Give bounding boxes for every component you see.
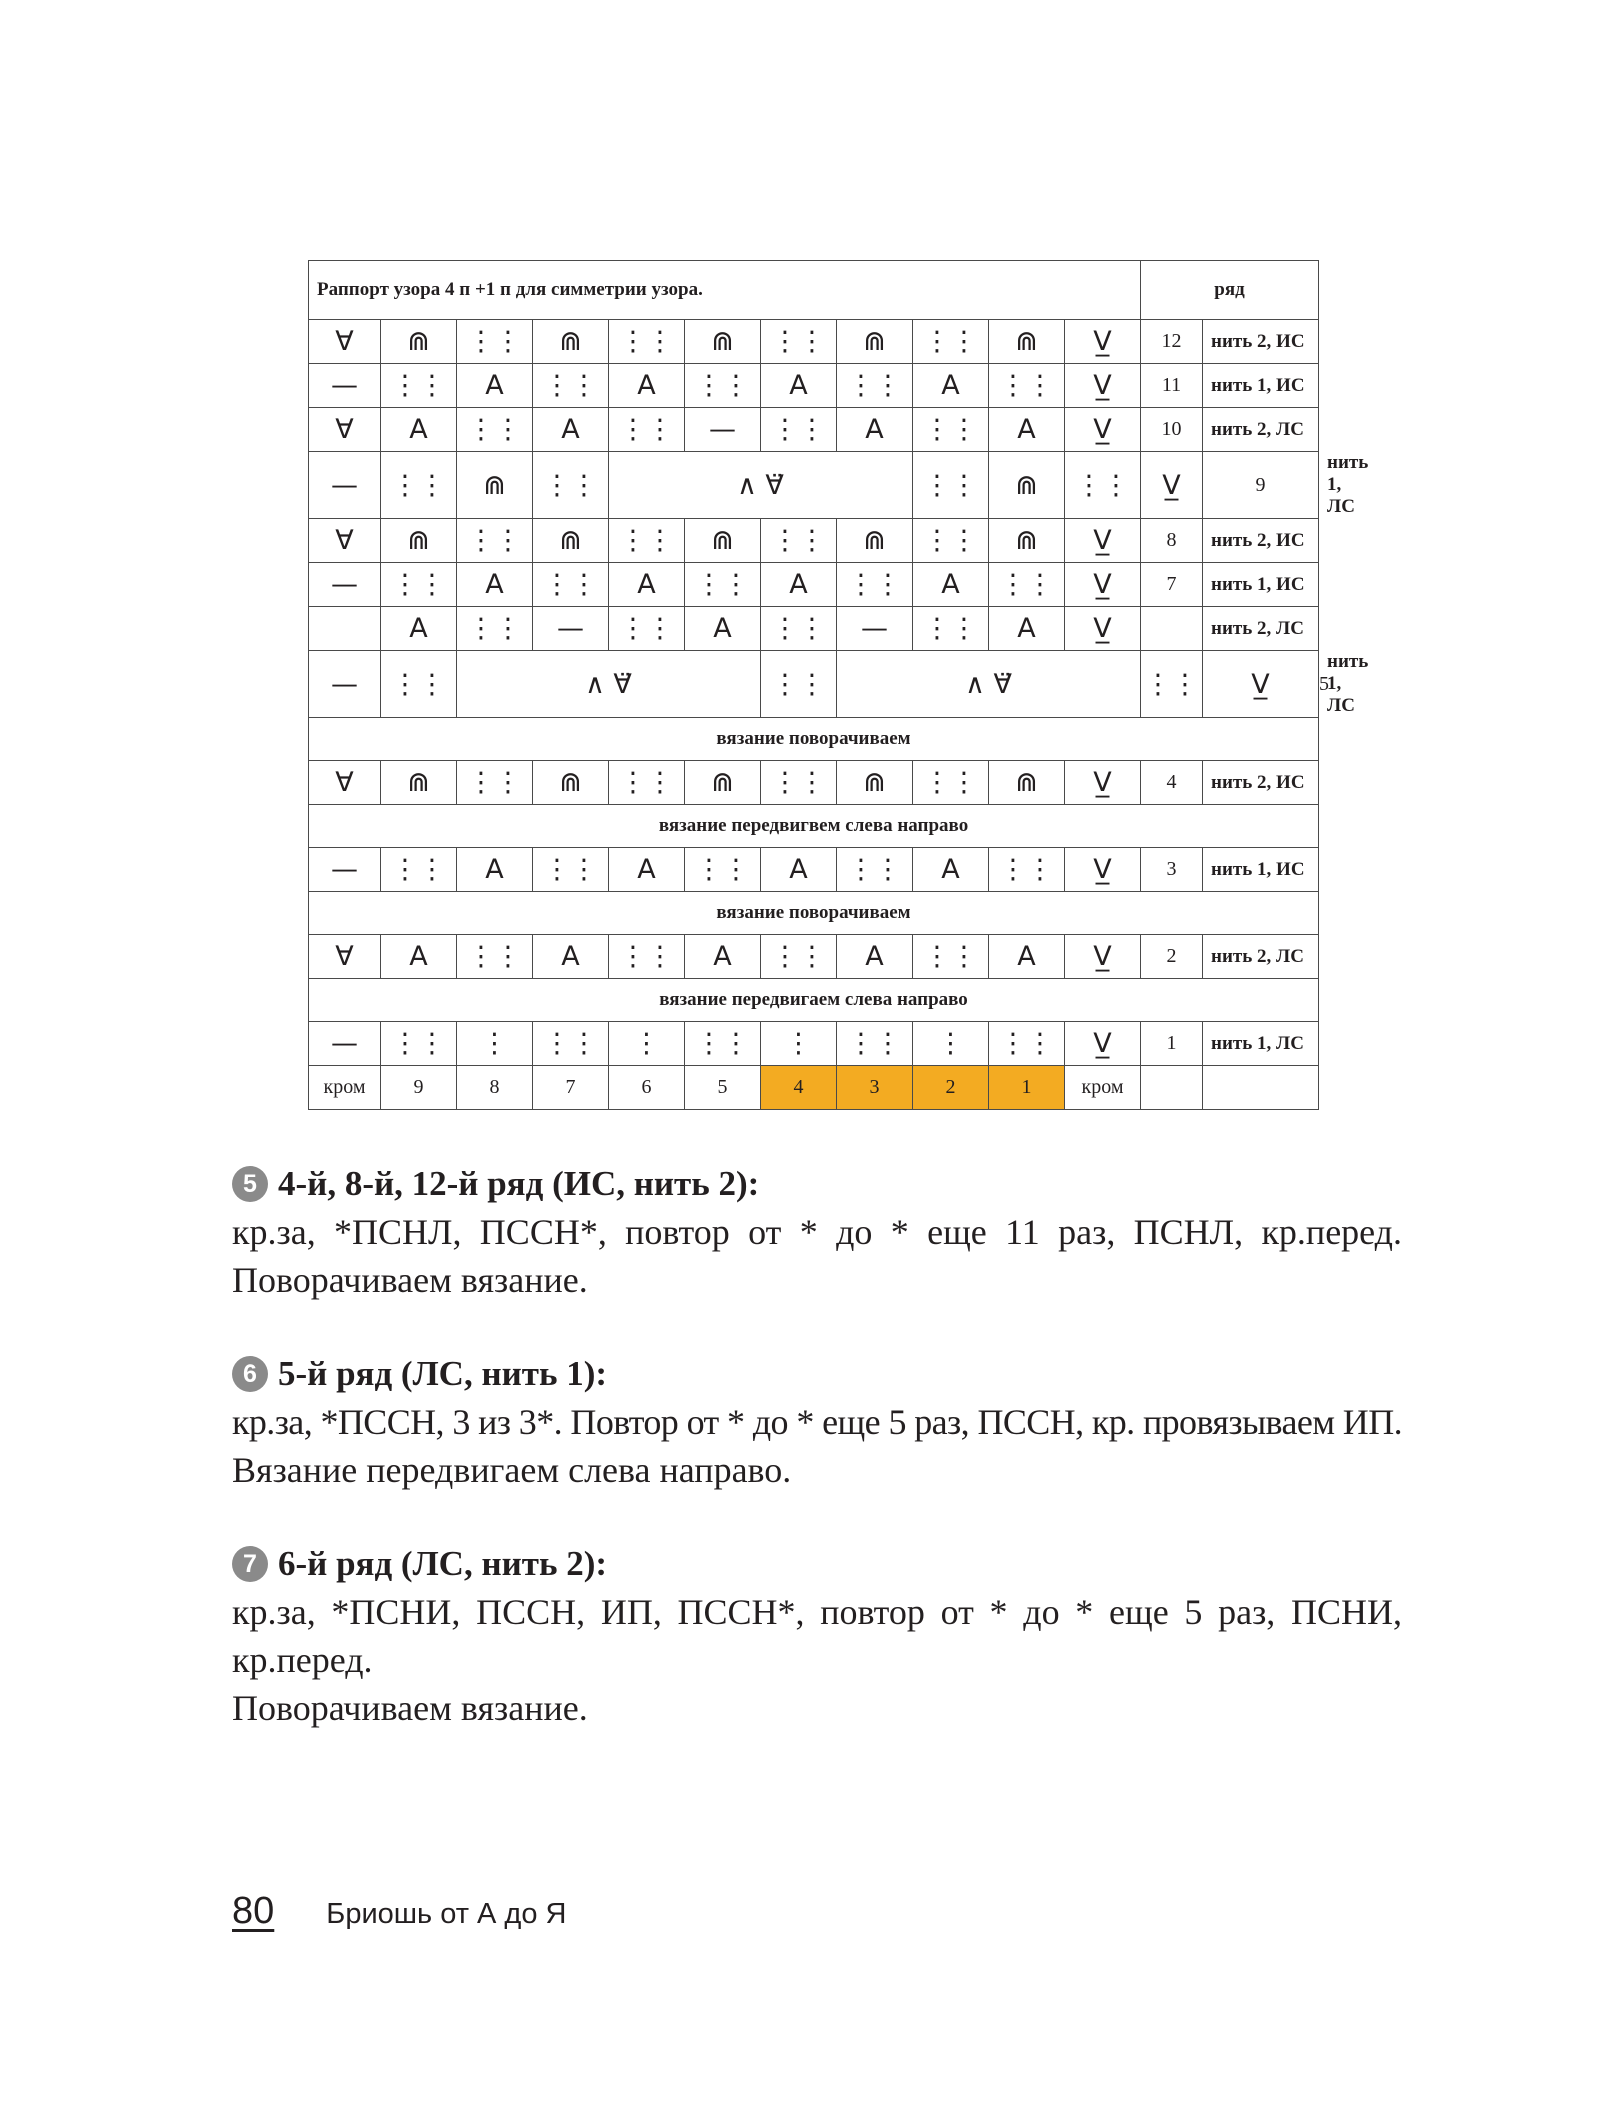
chart-symbol-cell: ∀ [309,320,381,364]
chart-symbol-cell: ⋮⋮ [989,1022,1065,1066]
chart-symbol-cell: ∀ [309,408,381,452]
chart-symbol-cell: ∀ [309,935,381,979]
chart-row [309,761,1319,805]
row-label: нить 1, ИС [1203,563,1319,607]
chart-symbol-cell: — [309,848,381,892]
row-number: 1 [1141,1022,1203,1066]
chart-symbol-cell: ⋮⋮ [837,1022,913,1066]
chart-symbol-cell: ⋮⋮ [533,563,609,607]
chart-symbol-cell: V̲ [1065,935,1141,979]
row-label: нить 2, ИС [1203,761,1319,805]
page-number: 80 [232,1890,275,1932]
chart-symbol-cell: ⋮⋮ [609,607,685,651]
chart-symbol-cell: ⋮⋮ [457,935,533,979]
step-text-line: Поворачиваем вязание. [232,1260,588,1300]
chart-symbol-cell: ⋒ [533,761,609,805]
chart-symbol-cell: ⋮⋮ [685,1022,761,1066]
chart-row [309,848,1319,892]
chart-symbol-cell: V̲ [1065,761,1141,805]
chart-symbol-cell: ⋮⋮ [533,1022,609,1066]
column-number: 3 [837,1066,913,1110]
chart-symbol-cell: ⋮⋮ [989,563,1065,607]
chart-symbol-cell: ⋮⋮ [685,364,761,408]
chart-symbol-cell: A [837,408,913,452]
chart-symbol-cell: A [913,563,989,607]
chart-symbol-cell: ⋮ [457,1022,533,1066]
column-number: кром [1065,1066,1141,1110]
chart-symbol-cell: ⋮⋮ [381,563,457,607]
chart-symbol-cell: ⋒ [457,452,533,519]
row-number: 10 [1141,408,1203,452]
chart-symbol-cell: ⋮⋮ [685,848,761,892]
chart-symbol-cell: ⋮⋮ [761,408,837,452]
column-number: 1 [989,1066,1065,1110]
step-5 [232,1160,1402,1304]
chart-symbol-cell: V̲ [1065,519,1141,563]
chart-symbol-cell: ⋮⋮ [381,848,457,892]
chart-symbol-cell: ⋮⋮ [913,607,989,651]
chart-symbol-cell: A [533,935,609,979]
chart-symbol-cell: ⋮⋮ [761,761,837,805]
chart-symbol-cell: A [989,935,1065,979]
row-label: нить 2, ИС [1203,519,1319,563]
row-number: 8 [1141,519,1203,563]
chart-symbol-cell: ⋮⋮ [761,519,837,563]
empty-cell [1203,1066,1319,1110]
chart-symbol-cell: A [761,563,837,607]
column-number: 4 [761,1066,837,1110]
chart-symbol-cell: ⋮⋮ [1141,651,1203,718]
chart-symbol-cell: ⋮⋮ [913,935,989,979]
chart-symbol-cell: ⋒ [381,320,457,364]
chart-symbol-cell: ⋮⋮ [837,364,913,408]
column-number: 8 [457,1066,533,1110]
chart-symbol-cell: — [309,452,381,519]
chart-symbol-cell: V̲ [1065,848,1141,892]
chart-symbol-cell: ⋮⋮ [457,607,533,651]
chart-symbol-cell: — [837,607,913,651]
chart-symbol-cell: ∧ ∀̈ [609,452,913,519]
chart-symbol-cell: A [457,364,533,408]
chart-symbol-cell: A [685,607,761,651]
chart-symbol-cell: ⋮⋮ [837,563,913,607]
chart-symbol-cell: A [381,935,457,979]
knitting-chart [308,260,1369,1110]
chart-symbol-cell: ⋮⋮ [761,651,837,718]
chart-symbol-cell: ⋮⋮ [533,452,609,519]
chart-symbol-cell: ⋒ [837,320,913,364]
chart-row [309,408,1319,452]
chart-symbol-cell: ⋮⋮ [837,848,913,892]
row-label: нить 2, ЛС [1203,408,1319,452]
step-badge: 5 [232,1166,268,1202]
chart-symbol-cell: ⋮⋮ [457,519,533,563]
chart-symbol-cell: A [837,935,913,979]
step-title: 5-й ряд (ЛС, нить 1): [278,1354,608,1393]
chart-symbol-cell: ⋒ [685,320,761,364]
chart-symbol-cell: A [609,563,685,607]
chart-symbol-cell: ⋒ [837,761,913,805]
column-number: 6 [609,1066,685,1110]
row-number: 9 [1203,452,1319,519]
chart-symbol-cell: ⋮⋮ [609,320,685,364]
chart-symbol-cell: ⋮⋮ [533,364,609,408]
chart-row [309,1022,1319,1066]
chart-symbol-cell: ⋮⋮ [381,1022,457,1066]
chart-symbol-cell: ⋒ [989,320,1065,364]
chart-symbol-cell: ⋮⋮ [609,761,685,805]
chart-row [309,563,1319,607]
chart-row [309,607,1319,651]
step-heading [232,1160,1402,1208]
chart-symbol-cell: ∀ [309,519,381,563]
book-title: Бриошь от А до Я [326,1898,567,1930]
chart-symbol-cell [309,607,381,651]
chart-symbol-cell: ⋮⋮ [913,761,989,805]
chart-symbol-cell: ⋮⋮ [989,364,1065,408]
chart-symbol-cell: ⋒ [989,519,1065,563]
chart-symbol-cell: — [309,563,381,607]
chart-symbol-cell: V̲ [1203,651,1319,718]
step-text-line: кр.за, *ПССН, 3 из 3*. Повтор от * до * еще 5 раз, ПССН, кр. провязываем ИП. [232,1402,1402,1442]
row-number: 4 [1141,761,1203,805]
chart-row [309,320,1319,364]
chart-banner-row [309,892,1319,935]
row-number: 11 [1141,364,1203,408]
column-number: 7 [533,1066,609,1110]
chart-symbol-cell: ⋒ [381,519,457,563]
chart-symbol-cell: ⋮⋮ [457,408,533,452]
chart-symbol-cell: ⋮⋮ [989,848,1065,892]
chart-symbol-cell: A [913,364,989,408]
chart-symbol-cell: ⋒ [533,519,609,563]
row-label: нить 2, ЛС [1203,607,1319,651]
chart-symbol-cell: ⋒ [837,519,913,563]
chart-symbol-cell: ⋮⋮ [761,320,837,364]
column-number: 2 [913,1066,989,1110]
row-column-header: ряд [1141,261,1319,320]
chart-symbol-cell: ⋮⋮ [457,320,533,364]
chart-symbol-cell: ⋮ [761,1022,837,1066]
step-text-line: Вязание передвигаем слева направо. [232,1450,792,1490]
chart-banner: вязание передвигаем слева направо [309,979,1319,1022]
chart-symbol-cell: ⋮⋮ [609,935,685,979]
chart-row [309,935,1319,979]
row-label: нить 1, ЛС [1203,1022,1319,1066]
chart-row [309,519,1319,563]
chart-symbol-cell: V̲ [1065,320,1141,364]
chart-symbol-cell: ⋮ [913,1022,989,1066]
chart-symbol-cell: V̲ [1065,607,1141,651]
column-number: кром [309,1066,381,1110]
step-text-line: кр.за, *ПСНЛ, ПССН*, повтор от * до * еще 11 раз, ПСНЛ, кр.перед. [232,1212,1402,1252]
chart-symbol-cell: V̲ [1065,408,1141,452]
chart-symbol-cell: ⋮⋮ [381,364,457,408]
chart-symbol-cell: ∀ [309,761,381,805]
row-label: нить 2, ИС [1203,320,1319,364]
row-label: нить 1, ИС [1203,364,1319,408]
chart-symbol-cell: A [761,364,837,408]
chart-symbol-cell: A [989,408,1065,452]
chart-symbol-cell: A [761,848,837,892]
chart-symbol-cell: ⋮⋮ [913,408,989,452]
chart-symbol-cell: ∧ ∀̈ [837,651,1141,718]
column-number-row [309,1066,1319,1110]
chart-symbol-cell: A [989,607,1065,651]
chart-symbol-cell: ⋮⋮ [457,761,533,805]
chart-symbol-cell: ⋮⋮ [533,848,609,892]
chart-symbol-cell: — [309,364,381,408]
step-text-line: кр.за, *ПСНИ, ПССН, ИП, ПССН*, повтор от * до * еще 5 раз, ПСНИ, [232,1592,1402,1632]
chart-symbol-cell: ⋮⋮ [381,651,457,718]
chart-symbol-cell: A [913,848,989,892]
chart-banner-row [309,718,1319,761]
chart-symbol-cell: — [685,408,761,452]
chart-banner-row [309,805,1319,848]
chart-symbol-cell: ⋒ [989,761,1065,805]
chart-symbol-cell: ⋒ [533,320,609,364]
step-text-line: кр.перед. [232,1640,373,1680]
step-6 [232,1350,1402,1494]
page-footer [232,1890,566,1933]
chart-symbol-cell: A [381,607,457,651]
step-7 [232,1540,1402,1732]
chart-symbol-cell: ⋮⋮ [609,519,685,563]
chart-row [309,364,1319,408]
row-number: 7 [1141,563,1203,607]
chart-banner: вязание передвигвем слева направо [309,805,1319,848]
empty-cell [1141,1066,1203,1110]
chart-symbol-cell: — [309,651,381,718]
chart-symbol-cell: ⋒ [685,761,761,805]
chart-row: — ⋮⋮ ∧ ∀̈ ⋮⋮ ∧ ∀̈ ⋮⋮ V̲ 5 нить 1, ЛС [309,651,1319,718]
step-badge: 7 [232,1546,268,1582]
chart-banner: вязание поворачиваем [309,718,1319,761]
chart-symbol-cell: ⋮⋮ [381,452,457,519]
step-heading [232,1540,1402,1588]
row-number: 3 [1141,848,1203,892]
chart-symbol-cell: V̲ [1065,563,1141,607]
chart-banner-row [309,979,1319,1022]
chart-symbol-cell: V̲ [1065,1022,1141,1066]
chart-symbol-cell: ⋮⋮ [913,452,989,519]
step-title: 6-й ряд (ЛС, нить 2): [278,1544,608,1583]
chart-symbol-cell: ⋒ [381,761,457,805]
chart-symbol-cell: A [609,364,685,408]
row-number: 2 [1141,935,1203,979]
chart-symbol-cell: ⋮⋮ [761,935,837,979]
chart-symbol-cell: A [533,408,609,452]
chart-symbol-cell: ∧ ∀̈ [457,651,761,718]
step-title: 4-й, 8-й, 12-й ряд (ИС, нить 2): [278,1164,760,1203]
chart-symbol-cell: A [457,848,533,892]
chart-symbol-cell: ⋮⋮ [685,563,761,607]
chart-symbol-cell: ⋮⋮ [609,408,685,452]
row-label: нить 1, ИС [1203,848,1319,892]
chart-row: — ⋮⋮ ⋒ ⋮⋮ ∧ ∀̈ ⋮⋮ ⋒ ⋮⋮ V̲ 9 нить 1, ЛС [309,452,1319,519]
chart-symbol-cell: V̲ [1141,452,1203,519]
chart-symbol-cell: — [533,607,609,651]
step-badge: 6 [232,1356,268,1392]
row-number [1141,607,1203,651]
chart-symbol-cell: ⋒ [685,519,761,563]
column-number: 5 [685,1066,761,1110]
chart-symbol-cell: ⋒ [989,452,1065,519]
row-number: 12 [1141,320,1203,364]
chart-symbol-cell: — [309,1022,381,1066]
step-heading [232,1350,1402,1398]
row-label: нить 2, ЛС [1203,935,1319,979]
chart-symbol-cell: ⋮ [609,1022,685,1066]
chart-symbol-cell: ⋮⋮ [761,607,837,651]
chart-symbol-cell: A [685,935,761,979]
chart-title: Раппорт узора 4 п +1 п для симметрии узора. [309,261,1141,320]
step-text-line: Поворачиваем вязание. [232,1688,588,1728]
chart-symbol-cell: ⋮⋮ [913,320,989,364]
chart-symbol-cell: A [381,408,457,452]
chart-symbol-cell: A [457,563,533,607]
chart-symbol-cell: ⋮⋮ [913,519,989,563]
chart-symbol-cell: A [609,848,685,892]
chart-symbol-cell: ⋮⋮ [1065,452,1141,519]
chart-symbol-cell: V̲ [1065,364,1141,408]
column-number: 9 [381,1066,457,1110]
chart-banner: вязание поворачиваем [309,892,1319,935]
